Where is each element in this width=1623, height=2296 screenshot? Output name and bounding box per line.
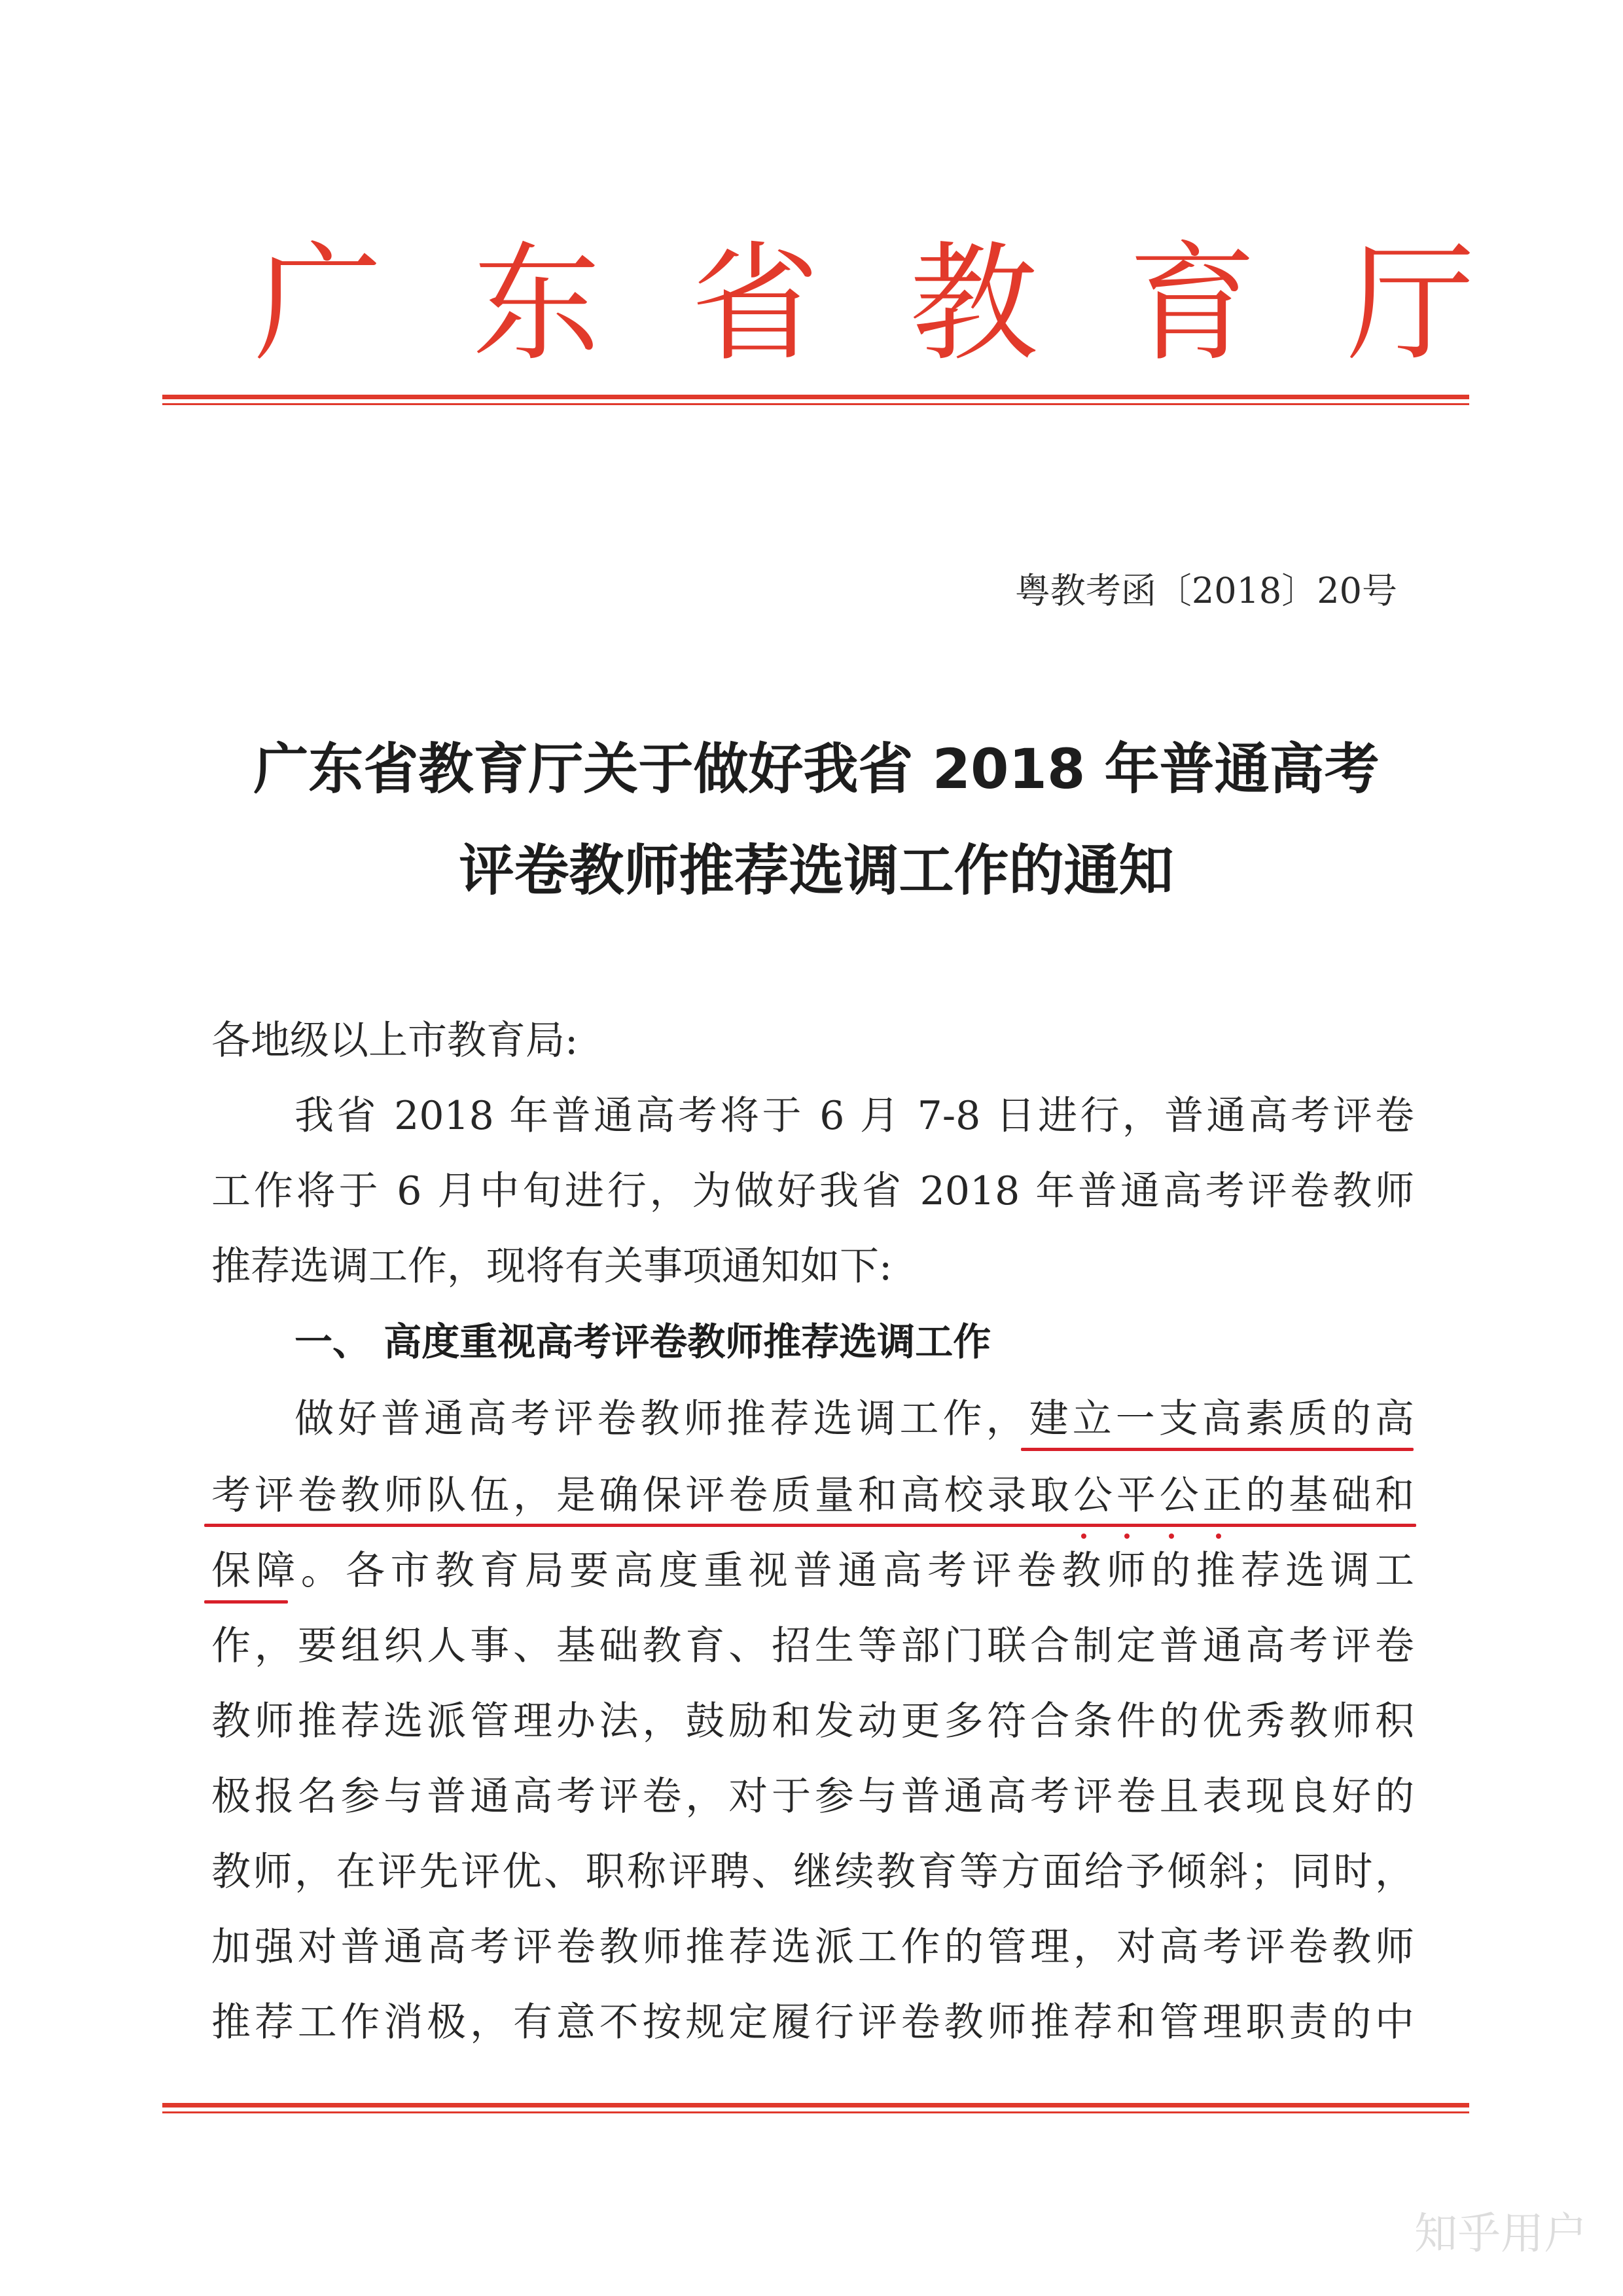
- document-number: 粤教考函〔2018〕20号: [1014, 570, 1397, 611]
- paragraph-2-line: 作，要组织人事、基础教育、招生等部门联合制定普通高考评卷: [211, 1623, 1414, 1669]
- paragraph-2-line: 推荐工作消极，有意不按规定履行评卷教师推荐和管理职责的中: [211, 2000, 1414, 2045]
- paragraph-2-line: 教师推荐选派管理办法，鼓励和发动更多符合条件的优秀教师积: [211, 1698, 1414, 1744]
- paragraph-2-line: 加强对普通高考评卷教师推荐选派工作的管理，对高考评卷教师: [211, 1924, 1414, 1970]
- paragraph-2-line: 极报名参与普通高考评卷，对于参与普通高考评卷且表现良好的: [211, 1774, 1414, 1820]
- paragraph-2-line: 考评卷教师队伍，是确保评卷质量和高校录取公平公正的基础和: [211, 1473, 1414, 1518]
- paragraph-1-line: 推荐选调工作，现将有关事项通知如下:: [211, 1244, 893, 1289]
- notice-title-line-2: 评卷教师推荐选调工作的通知: [459, 838, 1174, 903]
- paragraph-2-line: 做好普通高考评卷教师推荐选调工作，建立一支高素质的高: [294, 1396, 1414, 1442]
- paragraph-1-line: 工作将于 6 月中旬进行，为做好我省 2018 年普通高考评卷教师: [211, 1168, 1414, 1214]
- paragraph-2-line: 保障。各市教育局要高度重视普通高考评卷教师的推荐选调工: [211, 1548, 1414, 1594]
- red-underline: [204, 1600, 288, 1604]
- footer-red-rule-thick: [162, 2103, 1469, 2108]
- emphasis-dot: [1081, 1534, 1086, 1539]
- watermark: 知乎用户: [1414, 2208, 1587, 2259]
- masthead-title: 广东省教育厅: [254, 230, 1566, 379]
- section-heading-1: 一、 高度重视高考评卷教师推荐选调工作: [294, 1319, 991, 1364]
- masthead-red-rule-thick: [162, 395, 1469, 399]
- masthead-red-rule-thin: [162, 403, 1469, 405]
- footer-red-rule-thin: [162, 2111, 1469, 2113]
- emphasis-dot: [1169, 1534, 1174, 1539]
- paragraph-2-line: 教师，在评先评优、职称评聘、继续教育等方面给予倾斜；同时，: [211, 1849, 1414, 1895]
- notice-title-line-1: 广东省教育厅关于做好我省 2018 年普通高考: [253, 737, 1380, 801]
- salutation: 各地级以上市教育局:: [211, 1018, 579, 1064]
- red-underline: [1021, 1448, 1414, 1451]
- emphasis-dot: [1124, 1534, 1130, 1539]
- emphasis-dot: [1216, 1534, 1221, 1539]
- red-underline: [204, 1524, 1416, 1527]
- paragraph-1-line: 我省 2018 年普通高考将于 6 月 7-8 日进行，普通高考评卷: [294, 1093, 1414, 1139]
